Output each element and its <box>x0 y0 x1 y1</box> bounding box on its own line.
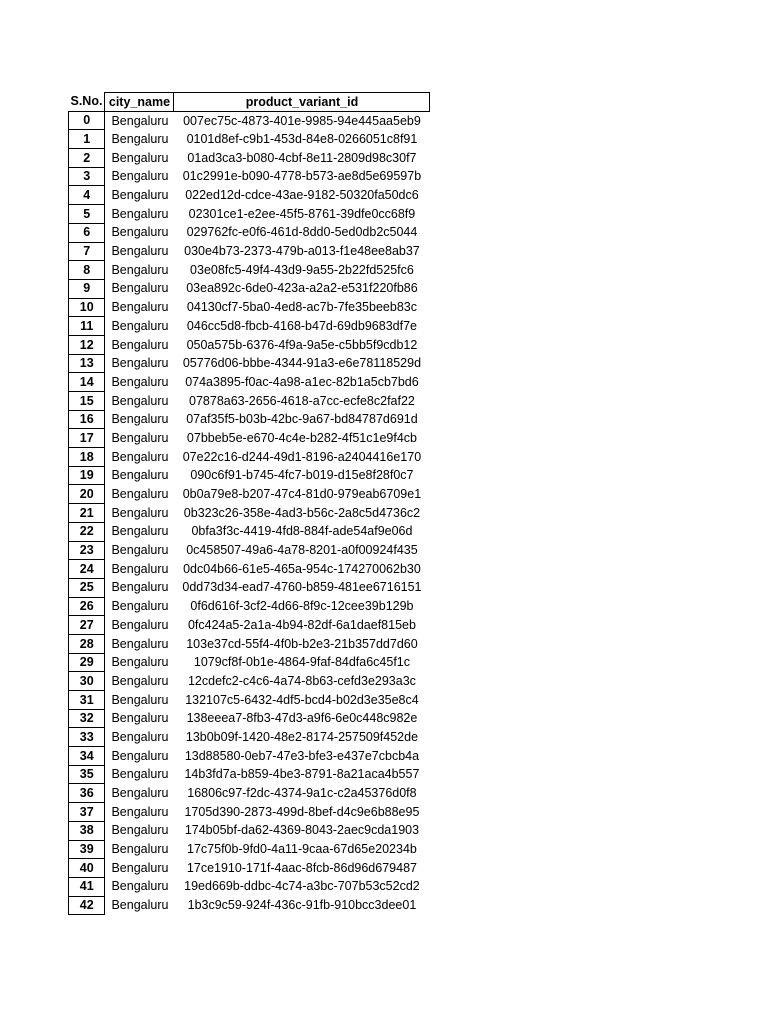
row-city-name: Bengaluru <box>111 748 169 763</box>
row-serial-number: 26 <box>69 597 105 616</box>
row-serial-number: 28 <box>69 634 105 653</box>
product-variant-table <box>68 92 430 915</box>
table-row <box>69 784 430 803</box>
row-serial-number: 31 <box>69 691 105 710</box>
table-row <box>69 410 430 429</box>
row-serial-number: 18 <box>69 448 105 467</box>
row-product-variant-id: 19ed669b-ddbc-4c74-a3bc-707b53c52cd2 <box>184 879 420 894</box>
row-product-variant-id: 07878a63-2656-4618-a7cc-ecfe8c2faf22 <box>189 393 415 408</box>
row-city-name: Bengaluru <box>111 692 169 707</box>
row-product-variant-id: 05776d06-bbbe-4344-91a3-e6e78118529d <box>182 356 422 371</box>
row-product-variant-id: 07e22c16-d244-49d1-8196-a2404416e170 <box>182 449 422 464</box>
row-serial-number: 16 <box>69 410 105 429</box>
row-serial-number: 21 <box>69 504 105 523</box>
table-row <box>69 859 430 878</box>
row-city-name: Bengaluru <box>111 673 169 688</box>
row-serial-number: 22 <box>69 522 105 541</box>
row-city-name: Bengaluru <box>111 617 169 632</box>
row-product-variant-id: 0bfa3f3c-4419-4fd8-884f-ade54af9e06d <box>191 524 413 539</box>
table-row <box>69 728 430 747</box>
row-product-variant-id: 03ea892c-6de0-423a-a2a2-e531f220fb86 <box>186 281 418 296</box>
table-header <box>69 93 430 112</box>
row-serial-number: 9 <box>69 279 105 298</box>
table-row <box>69 672 430 691</box>
row-product-variant-id: 0dd73d34-ead7-4760-b859-481ee6716151 <box>182 580 422 595</box>
row-serial-number: 15 <box>69 392 105 411</box>
row-product-variant-id: 03e08fc5-49f4-43d9-9a55-2b22fd525fc6 <box>190 262 414 277</box>
row-product-variant-id: 0101d8ef-c9b1-453d-84e8-0266051c8f91 <box>186 131 418 146</box>
header-city-name: city_name <box>105 93 174 112</box>
table-row <box>69 261 430 280</box>
header-row <box>69 93 430 112</box>
row-product-variant-id: 04130cf7-5ba0-4ed8-ac7b-7fe35beeb83c <box>186 300 417 315</box>
row-serial-number: 20 <box>69 485 105 504</box>
header-sno: S.No. <box>70 94 103 109</box>
row-serial-number: 8 <box>69 261 105 280</box>
row-product-variant-id: 1705d390-2873-499d-8bef-d4c9e6b88e95 <box>184 804 420 819</box>
row-city-name: Bengaluru <box>111 842 169 857</box>
row-product-variant-id: 0f6d616f-3cf2-4d66-8f9c-12cee39b129b <box>190 599 414 614</box>
table-row <box>69 335 430 354</box>
row-city-name: Bengaluru <box>111 879 169 894</box>
table-row <box>69 298 430 317</box>
row-product-variant-id: 030e4b73-2373-479b-a013-f1e48ee8ab37 <box>184 244 420 259</box>
row-city-name: Bengaluru <box>111 393 169 408</box>
table-row <box>69 466 430 485</box>
spreadsheet-region <box>68 92 430 915</box>
row-product-variant-id: 022ed12d-cdce-43ae-9182-50320fa50dc6 <box>185 188 419 203</box>
table-row <box>69 429 430 448</box>
row-product-variant-id: 17ce1910-171f-4aac-8fcb-86d96d679487 <box>186 860 417 875</box>
table-row <box>69 840 430 859</box>
row-product-variant-id: 01c2991e-b090-4778-b573-ae8d5e69597b <box>182 169 422 184</box>
row-city-name: Bengaluru <box>111 729 169 744</box>
table-row <box>69 821 430 840</box>
table-row <box>69 242 430 261</box>
row-product-variant-id: 12cdefc2-c4c6-4a74-8b63-cefd3e293a3c <box>187 673 416 688</box>
table-row <box>69 354 430 373</box>
row-city-name: Bengaluru <box>111 898 169 913</box>
row-product-variant-id: 046cc5d8-fbcb-4168-b47d-69db9683df7e <box>186 318 417 333</box>
row-serial-number: 5 <box>69 205 105 224</box>
row-product-variant-id: 1079cf8f-0b1e-4864-9faf-84dfa6c45f1c <box>193 655 411 670</box>
row-city-name: Bengaluru <box>111 505 169 520</box>
row-serial-number: 35 <box>69 765 105 784</box>
row-city-name: Bengaluru <box>111 281 169 296</box>
table-row <box>69 205 430 224</box>
row-city-name: Bengaluru <box>111 580 169 595</box>
row-city-name: Bengaluru <box>111 561 169 576</box>
row-city-name: Bengaluru <box>111 711 169 726</box>
row-serial-number: 6 <box>69 223 105 242</box>
row-serial-number: 37 <box>69 803 105 822</box>
table-row <box>69 223 430 242</box>
table-row <box>69 317 430 336</box>
table-row <box>69 504 430 523</box>
table-row <box>69 877 430 896</box>
row-product-variant-id: 103e37cd-55f4-4f0b-b2e3-21b357dd7d60 <box>186 636 418 651</box>
row-city-name: Bengaluru <box>111 188 169 203</box>
table-row <box>69 616 430 635</box>
row-product-variant-id: 02301ce1-e2ee-45f5-8761-39dfe0cc68f9 <box>188 206 416 221</box>
row-product-variant-id: 01ad3ca3-b080-4cbf-8e11-2809d98c30f7 <box>187 150 417 165</box>
row-serial-number: 39 <box>69 840 105 859</box>
row-city-name: Bengaluru <box>111 543 169 558</box>
row-city-name: Bengaluru <box>111 150 169 165</box>
row-city-name: Bengaluru <box>111 449 169 464</box>
row-product-variant-id: 138eeea7-8fb3-47d3-a9f6-6e0c448c982e <box>186 711 418 726</box>
row-product-variant-id: 0b0a79e8-b207-47c4-81d0-979eab6709e1 <box>182 487 422 502</box>
row-serial-number: 30 <box>69 672 105 691</box>
header-product-variant-id: product_variant_id <box>174 93 430 112</box>
row-product-variant-id: 0c458507-49a6-4a78-8201-a0f00924f435 <box>186 543 418 558</box>
row-city-name: Bengaluru <box>111 655 169 670</box>
table-row <box>69 186 430 205</box>
table-row <box>69 560 430 579</box>
row-product-variant-id: 07af35f5-b03b-42bc-9a67-bd84787d691d <box>186 412 418 427</box>
row-city-name: Bengaluru <box>111 169 169 184</box>
table-row <box>69 747 430 766</box>
row-city-name: Bengaluru <box>111 206 169 221</box>
table-body <box>69 111 430 915</box>
row-serial-number: 27 <box>69 616 105 635</box>
row-product-variant-id: 0b323c26-358e-4ad3-b56c-2a8c5d4736c2 <box>183 505 421 520</box>
table-row <box>69 130 430 149</box>
row-serial-number: 25 <box>69 578 105 597</box>
row-serial-number: 42 <box>69 896 105 915</box>
table-row <box>69 373 430 392</box>
row-serial-number: 40 <box>69 859 105 878</box>
row-serial-number: 4 <box>69 186 105 205</box>
table-row <box>69 634 430 653</box>
row-product-variant-id: 17c75f0b-9fd0-4a11-9caa-67d65e20234b <box>187 842 417 857</box>
row-city-name: Bengaluru <box>111 318 169 333</box>
row-city-name: Bengaluru <box>111 786 169 801</box>
row-serial-number: 0 <box>69 111 105 130</box>
row-city-name: Bengaluru <box>111 113 169 128</box>
row-city-name: Bengaluru <box>111 374 169 389</box>
table-row <box>69 597 430 616</box>
table-row <box>69 522 430 541</box>
row-product-variant-id: 174b05bf-da62-4369-8043-2aec9cda1903 <box>184 823 420 838</box>
row-serial-number: 3 <box>69 167 105 186</box>
row-product-variant-id: 0fc424a5-2a1a-4b94-82df-6a1daef815eb <box>187 617 416 632</box>
table-row <box>69 653 430 672</box>
row-serial-number: 2 <box>69 149 105 168</box>
row-city-name: Bengaluru <box>111 131 169 146</box>
row-product-variant-id: 050a575b-6376-4f9a-9a5e-c5bb5f9cdb12 <box>186 337 418 352</box>
row-serial-number: 41 <box>69 877 105 896</box>
row-serial-number: 32 <box>69 709 105 728</box>
row-serial-number: 33 <box>69 728 105 747</box>
row-product-variant-id: 0dc04b66-61e5-465a-954c-174270062b30 <box>183 561 421 576</box>
row-product-variant-id: 1b3c9c59-924f-436c-91fb-910bcc3dee01 <box>187 898 417 913</box>
row-product-variant-id: 090c6f91-b745-4fc7-b019-d15e8f28f0c7 <box>190 468 414 483</box>
row-city-name: Bengaluru <box>111 430 169 445</box>
table-row <box>69 896 430 915</box>
row-product-variant-id: 029762fc-e0f6-461d-8dd0-5ed0db2c5044 <box>186 225 418 240</box>
row-city-name: Bengaluru <box>111 636 169 651</box>
row-product-variant-id: 07bbeb5e-e670-4c4e-b282-4f51c1e9f4cb <box>186 430 417 445</box>
row-product-variant-id: 074a3895-f0ac-4a98-a1ec-82b1a5cb7bd6 <box>185 374 419 389</box>
table-row <box>69 279 430 298</box>
row-serial-number: 36 <box>69 784 105 803</box>
row-serial-number: 1 <box>69 130 105 149</box>
row-city-name: Bengaluru <box>111 225 169 240</box>
row-city-name: Bengaluru <box>111 412 169 427</box>
table-row <box>69 803 430 822</box>
row-city-name: Bengaluru <box>111 487 169 502</box>
table-row <box>69 167 430 186</box>
row-serial-number: 34 <box>69 747 105 766</box>
row-city-name: Bengaluru <box>111 356 169 371</box>
row-serial-number: 7 <box>69 242 105 261</box>
table-row <box>69 448 430 467</box>
row-city-name: Bengaluru <box>111 244 169 259</box>
row-city-name: Bengaluru <box>111 860 169 875</box>
row-serial-number: 11 <box>69 317 105 336</box>
row-serial-number: 23 <box>69 541 105 560</box>
row-serial-number: 17 <box>69 429 105 448</box>
table-row <box>69 149 430 168</box>
table-row <box>69 541 430 560</box>
table-row <box>69 485 430 504</box>
row-product-variant-id: 132107c5-6432-4df5-bcd4-b02d3e35e8c4 <box>185 692 419 707</box>
row-product-variant-id: 13b0b09f-1420-48e2-8174-257509f452de <box>185 729 419 744</box>
row-serial-number: 13 <box>69 354 105 373</box>
row-product-variant-id: 16806c97-f2dc-4374-9a1c-c2a45376d0f8 <box>187 786 417 801</box>
table-row <box>69 709 430 728</box>
row-city-name: Bengaluru <box>111 599 169 614</box>
row-city-name: Bengaluru <box>111 767 169 782</box>
row-product-variant-id: 13d88580-0eb7-47e3-bfe3-e437e7cbcb4a <box>184 748 420 763</box>
table-row <box>69 392 430 411</box>
row-city-name: Bengaluru <box>111 524 169 539</box>
table-row <box>69 578 430 597</box>
table-row <box>69 691 430 710</box>
row-product-variant-id: 14b3fd7a-b859-4be3-8791-8a21aca4b557 <box>184 767 420 782</box>
row-serial-number: 12 <box>69 335 105 354</box>
row-city-name: Bengaluru <box>111 468 169 483</box>
row-product-variant-id: 007ec75c-4873-401e-9985-94e445aa5eb9 <box>183 113 421 128</box>
row-serial-number: 19 <box>69 466 105 485</box>
row-serial-number: 38 <box>69 821 105 840</box>
row-city-name: Bengaluru <box>111 262 169 277</box>
row-city-name: Bengaluru <box>111 823 169 838</box>
row-serial-number: 29 <box>69 653 105 672</box>
row-serial-number: 24 <box>69 560 105 579</box>
row-city-name: Bengaluru <box>111 337 169 352</box>
row-city-name: Bengaluru <box>111 300 169 315</box>
table-row <box>69 765 430 784</box>
row-serial-number: 14 <box>69 373 105 392</box>
row-city-name: Bengaluru <box>111 804 169 819</box>
table-row <box>69 111 430 130</box>
row-serial-number: 10 <box>69 298 105 317</box>
